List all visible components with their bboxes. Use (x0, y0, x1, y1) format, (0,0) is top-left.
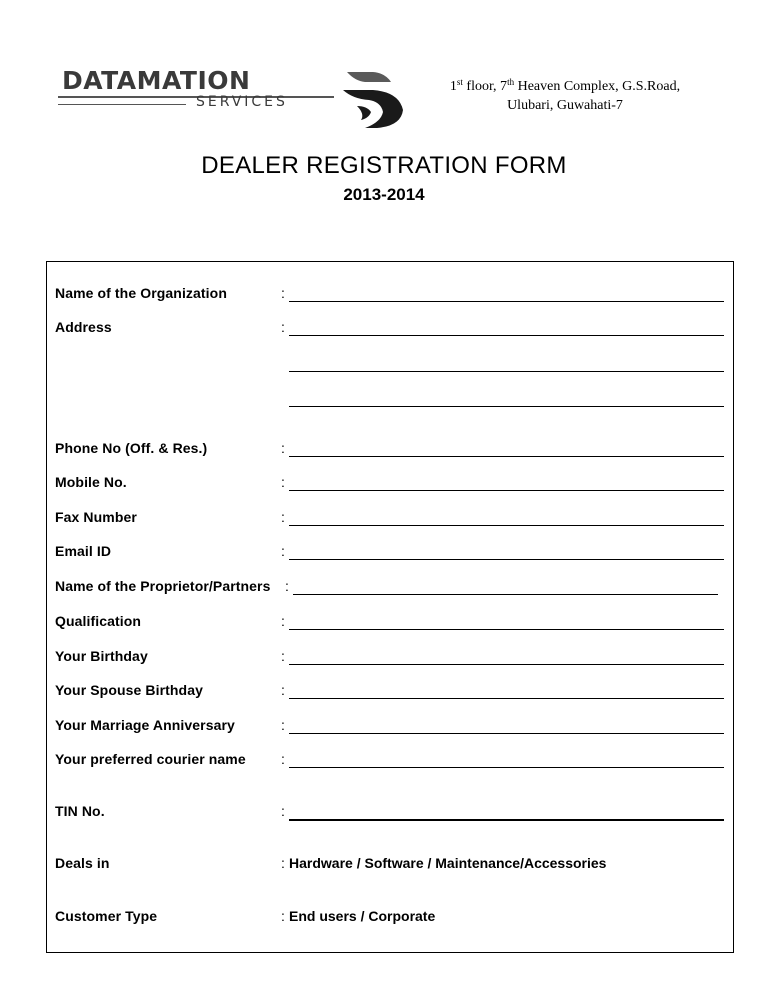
field-proprietor (47, 578, 735, 600)
field-label: Mobile No. (55, 474, 127, 490)
field-label: Name of the Proprietor/Partners (55, 578, 271, 594)
birthday-input-line[interactable] (289, 664, 724, 665)
field-colon: : (281, 543, 285, 559)
field-anniversary (47, 717, 735, 739)
deals-in-options: Hardware / Software / Maintenance/Accessories (289, 855, 607, 871)
field-label: Qualification (55, 613, 142, 629)
field-label: Your Birthday (55, 648, 148, 664)
field-fax (47, 509, 735, 531)
field-label: Your Spouse Birthday (55, 682, 203, 698)
field-colon: : (281, 440, 285, 456)
field-label: Address (55, 319, 112, 335)
logo-wordmark: DATAMATION (62, 66, 251, 95)
field-phone (47, 440, 735, 462)
field-tin (47, 803, 735, 825)
company-logo (58, 66, 408, 130)
field-label: Phone No (Off. & Res.) (55, 440, 208, 456)
field-colon: : (281, 648, 285, 664)
field-colon: : (281, 319, 285, 335)
field-colon: : (281, 613, 285, 629)
field-deals-in (47, 855, 735, 877)
field-birthday (47, 648, 735, 670)
qualification-input-line[interactable] (289, 629, 724, 630)
field-label: Your Marriage Anniversary (55, 717, 235, 733)
address-input-line-3[interactable] (289, 406, 724, 407)
email-input-line[interactable] (289, 559, 724, 560)
field-spouse-birthday (47, 682, 735, 704)
logo-swoosh-icon (343, 68, 405, 130)
registration-form (46, 261, 734, 953)
field-organization (47, 285, 735, 307)
field-colon: : (281, 285, 285, 301)
field-courier (47, 751, 735, 773)
proprietor-input-line[interactable] (293, 594, 718, 595)
company-address (410, 77, 720, 115)
field-colon: : (281, 509, 285, 525)
field-label: Name of the Organization (55, 285, 227, 301)
field-colon: : (281, 474, 285, 490)
field-colon: : (281, 682, 285, 698)
field-colon: : (281, 751, 285, 767)
field-label: Your preferred courier name (55, 751, 246, 767)
field-label: Email ID (55, 543, 112, 559)
field-label: TIN No. (55, 803, 105, 819)
form-title: DEALER REGISTRATION FORM (201, 152, 567, 179)
field-colon: : (285, 578, 289, 594)
address-input-line-1[interactable] (289, 335, 724, 336)
field-address-line-2 (47, 355, 735, 377)
logo-subtitle: SERVICES (196, 94, 288, 110)
field-label: Deals in (55, 855, 110, 871)
spouse-birthday-input-line[interactable] (289, 698, 724, 699)
field-colon: : (281, 855, 285, 871)
field-label: Customer Type (55, 908, 158, 924)
field-colon: : (281, 717, 285, 733)
field-email (47, 543, 735, 565)
fax-input-line[interactable] (289, 525, 724, 526)
address-line-2: Ulubari, Guwahati-7 (507, 98, 623, 113)
address-line-1: 1st floor, 7th Heaven Complex, G.S.Road, (449, 77, 681, 94)
field-address (47, 319, 735, 341)
courier-input-line[interactable] (289, 767, 724, 768)
field-address-line-3 (47, 390, 735, 412)
field-label: Fax Number (55, 509, 137, 525)
field-customer-type (47, 908, 735, 930)
tin-input-line[interactable] (289, 819, 724, 821)
field-colon: : (281, 908, 285, 924)
phone-input-line[interactable] (289, 456, 724, 457)
anniversary-input-line[interactable] (289, 733, 724, 734)
organization-input-line[interactable] (289, 301, 724, 302)
address-input-line-2[interactable] (289, 371, 724, 372)
logo-rule-short (58, 104, 186, 105)
mobile-input-line[interactable] (289, 490, 724, 491)
field-colon: : (281, 803, 285, 819)
field-mobile (47, 474, 735, 496)
field-qualification (47, 613, 735, 635)
customer-type-options: End users / Corporate (289, 908, 436, 924)
form-year: 2013-2014 (343, 185, 425, 204)
